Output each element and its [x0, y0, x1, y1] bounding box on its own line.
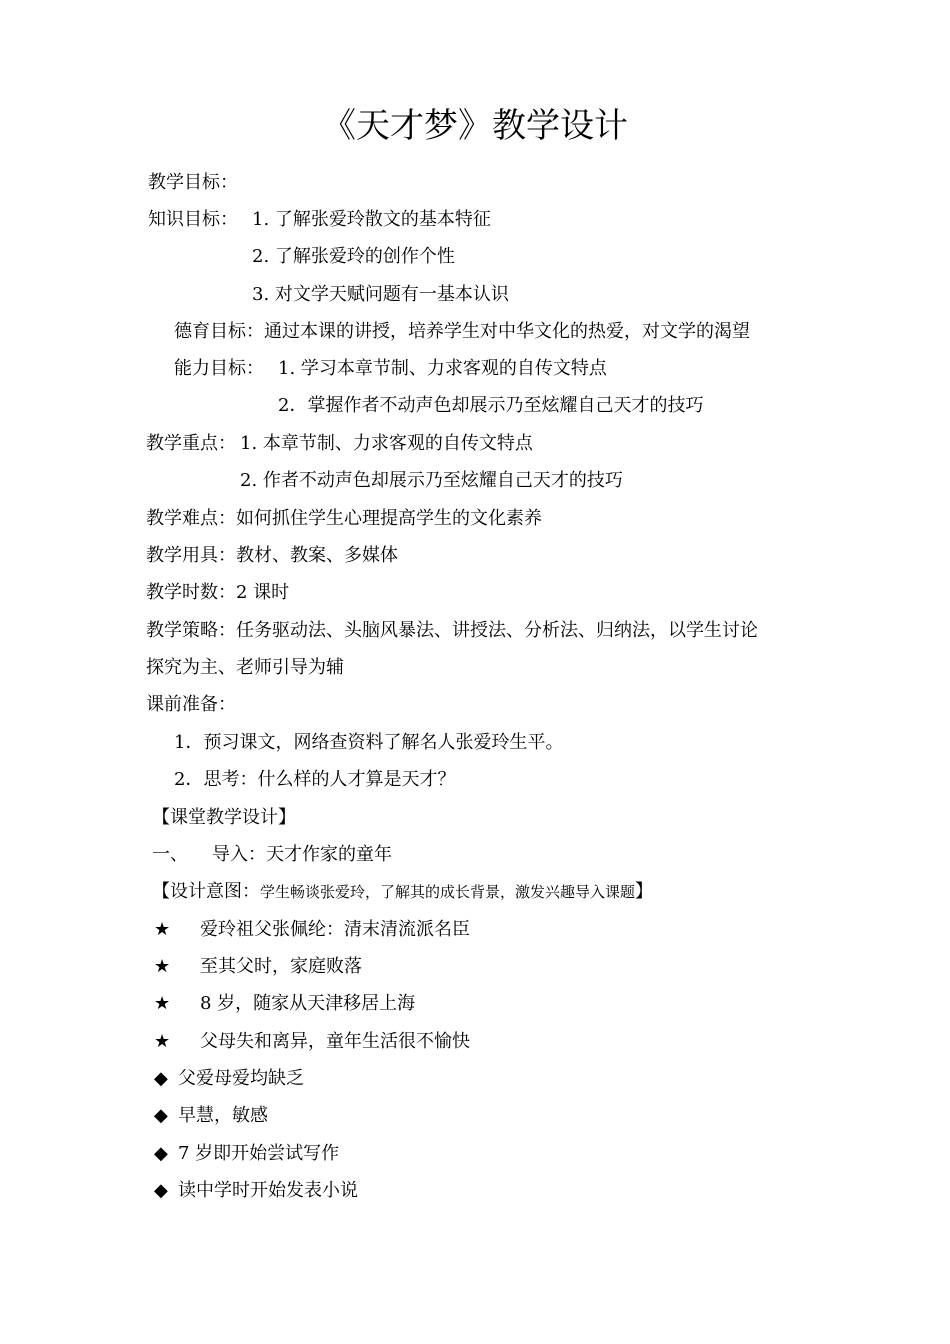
ability-item: 1. 学习本章节制、力求客观的自传文特点 [278, 358, 607, 379]
star-icon: ★ [154, 1031, 171, 1052]
list-item: 父母失和离异，童年生活很不愉快 [200, 1031, 470, 1052]
list-item: 早慧，敏感 [178, 1105, 268, 1126]
intent-close: 】 [635, 881, 654, 902]
star-icon: ★ [154, 993, 171, 1014]
diamond-icon: ◆ [154, 1143, 168, 1164]
strategy-line: 教学策略：任务驱动法、头脑风暴法、讲授法、分析法、归纳法，以学生讨论 [146, 620, 758, 641]
list-item: 父爱母爱均缺乏 [178, 1068, 304, 1089]
hours-line: 教学时数：2 课时 [146, 582, 290, 603]
strategy-line-continued: 探究为主、老师引导为辅 [146, 657, 344, 678]
prep-heading: 课前准备： [146, 694, 236, 715]
section-number: 一、 [152, 844, 188, 865]
list-item: 读中学时开始发表小说 [178, 1180, 358, 1201]
knowledge-label: 知识目标： [148, 209, 238, 230]
difficulty-line: 教学难点：如何抓住学生心理提高学生的文化素养 [146, 508, 542, 529]
star-icon: ★ [154, 956, 171, 977]
diamond-icon: ◆ [154, 1068, 168, 1089]
diamond-icon: ◆ [154, 1105, 168, 1126]
diamond-icon: ◆ [154, 1180, 168, 1201]
knowledge-item: 1. 了解张爱玲散文的基本特征 [252, 209, 491, 230]
design-heading: 【课堂教学设计】 [152, 807, 296, 828]
design-intent [152, 880, 653, 904]
intent-open: 【设计意图： [152, 881, 260, 902]
list-item: 爱玲祖父张佩纶：清末清流派名臣 [200, 919, 470, 940]
key-points-label: 教学重点： [146, 433, 236, 454]
ability-item: 2．掌握作者不动声色却展示乃至炫耀自己天才的技巧 [278, 395, 704, 416]
intent-body: 学生畅谈张爱玲，了解其的成长背景，激发兴趣导入课题 [260, 883, 636, 901]
document-title: 《天才梦》教学设计 [322, 106, 628, 146]
tools-line: 教学用具：教材、教案、多媒体 [146, 545, 398, 566]
prep-item: 2．思考：什么样的人才算是天才？ [174, 769, 456, 790]
list-item: 7 岁即开始尝试写作 [178, 1143, 340, 1164]
list-item: 8 岁，随家从天津移居上海 [200, 993, 416, 1014]
list-item: 至其父时，家庭败落 [200, 956, 362, 977]
key-point-item: 1. 本章节制、力求客观的自传文特点 [240, 433, 533, 454]
objectives-heading: 教学目标： [148, 172, 238, 193]
section-title: 导入：天才作家的童年 [212, 844, 392, 865]
moral-objective: 德育目标：通过本课的讲授，培养学生对中华文化的热爱，对文学的渴望 [174, 321, 750, 342]
knowledge-item: 2. 了解张爱玲的创作个性 [252, 246, 455, 267]
key-point-item: 2. 作者不动声色却展示乃至炫耀自己天才的技巧 [240, 470, 623, 491]
knowledge-item: 3. 对文学天赋问题有一基本认识 [252, 284, 509, 305]
star-icon: ★ [154, 919, 171, 940]
ability-label: 能力目标： [174, 358, 264, 379]
prep-item: 1．预习课文，网络查资料了解名人张爱玲生平。 [174, 732, 564, 753]
